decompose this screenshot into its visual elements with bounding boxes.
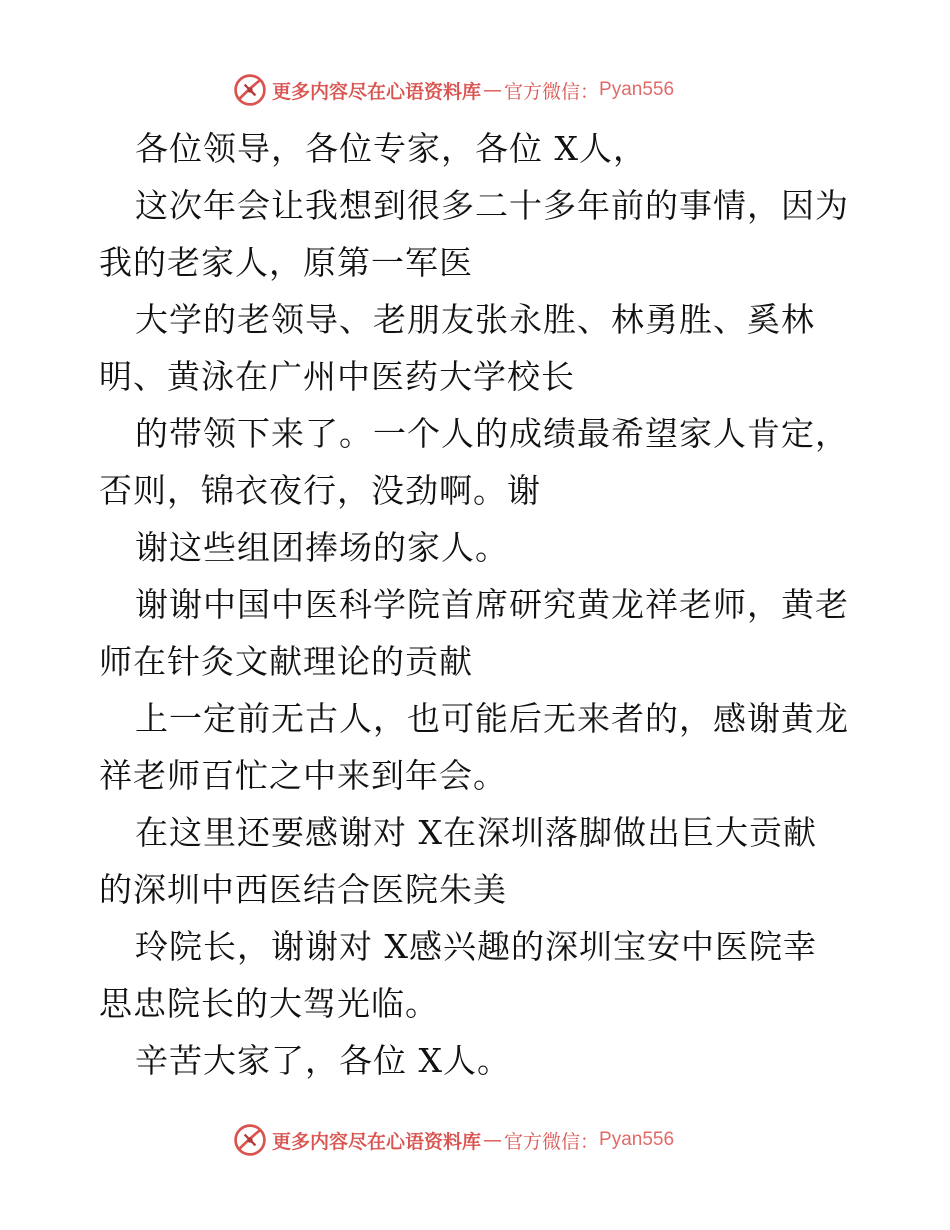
watermark-label: 官方微信： [504,1130,600,1153]
text-line: 在这里还要感谢对 X在深圳落脚做出巨大贡献 [135,813,817,852]
text-line: 祥老师百忙之中来到年会。 [99,756,507,795]
text-line: 明、黄泳在广州中医药大学校长 [99,357,575,396]
watermark-brand: 更多内容尽在心语资料库 [272,1130,482,1153]
document-body [99,120,859,1089]
text-line: 辛苦大家了，各位 X人。 [135,1041,511,1080]
text-line: 我的老家人，原第一军医 [99,243,473,282]
watermark-dash: — [483,79,503,101]
text-line: 这次年会让我想到很多二十多年前的事情，因为 [135,186,849,225]
text-line: 思忠院长的大驾光临。 [99,984,439,1023]
text-line: 的深圳中西医结合医院朱美 [99,870,507,909]
watermark-wechat-id: Pyan556 [599,79,675,100]
text-line: 上一定前无古人，也可能后无来者的，感谢黄龙 [135,699,849,738]
pen-nib-logo-icon [232,72,268,108]
text-line: 各位领导，各位专家，各位 X人， [135,129,647,168]
watermark-brand: 更多内容尽在心语资料库 [272,80,482,103]
watermark-label: 官方微信： [504,80,600,103]
pen-nib-logo-icon [232,1122,268,1158]
text-line: 的带领下来了。一个人的成绩最希望家人肯定， [135,414,849,453]
watermark-header [232,72,674,108]
text-line: 谢谢中国中医科学院首席研究黄龙祥老师，黄老 [135,585,849,624]
watermark-footer [232,1122,674,1158]
text-line: 玲院长，谢谢对 X感兴趣的深圳宝安中医院幸 [135,927,817,966]
text-line: 师在针灸文献理论的贡献 [99,642,473,681]
text-line: 否则，锦衣夜行，没劲啊。谢 [99,471,541,510]
text-line: 大学的老领导、老朋友张永胜、林勇胜、奚林 [135,300,815,339]
watermark-dash: — [483,1129,503,1151]
text-line: 谢这些组团捧场的家人。 [135,528,509,567]
watermark-wechat-id: Pyan556 [599,1129,675,1150]
